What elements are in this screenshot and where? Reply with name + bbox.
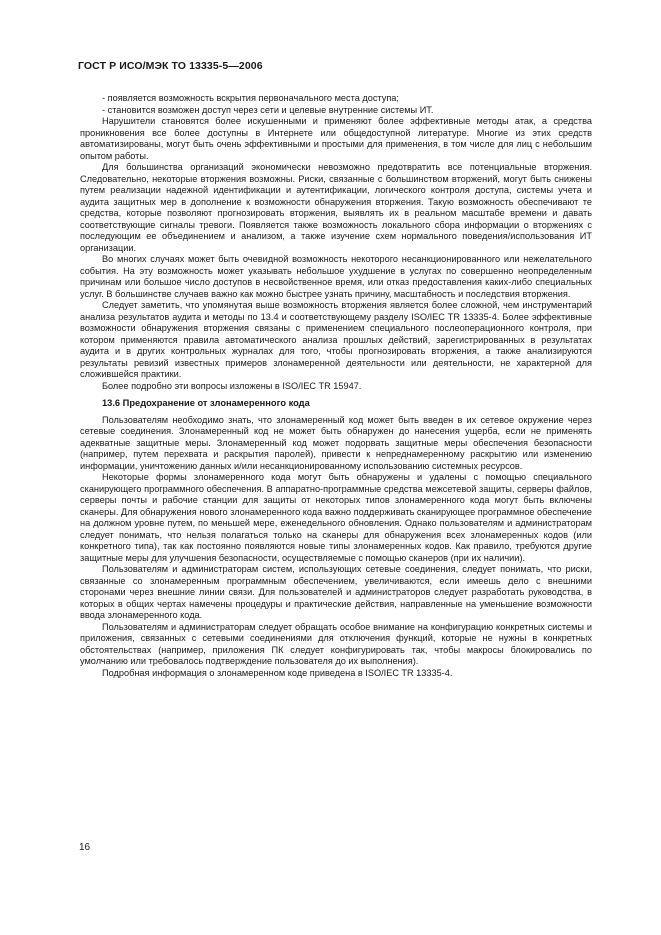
- paragraph: Более подробно эти вопросы изложены в ISO/IEC TR 15947.: [102, 380, 362, 391]
- paragraph: Нарушители становятся более искушенными и применяют более эффективные методы атак, а средства проникновения все более доступны в Интернете или общедоступной литературе. Многие из этих средств автоматизированы, могут быть очень эффективными и простыми для применения, в том числе для лиц с небольшим опытом работы.: [80, 116, 592, 161]
- page-number: 16: [79, 842, 91, 853]
- paragraph: Во многих случаях может быть очевидной возможность некоторого несанкционированного или нежелательного события. На эту возможность может указывать небольшое ухудшение в услугах по совершенно неопределенным причинам или большое число доступов в несвойственное время, или отказ предоставления каких-либо специальных услуг. В большинстве случаев важно как можно быстрее узнать причину, масштабность и последствия вторжения.: [80, 254, 592, 299]
- paragraph: Подробная информация о злонамеренном коде приведена в ISO/IEC TR 13335-4.: [102, 667, 453, 678]
- paragraph: Некоторые формы злонамеренного кода могут быть обнаружены и удалены с помощью специального сканирующего программного обеспечения. В аппаратно-программные средства межсетевой защиты, серверы файлов, серверы почты и рабочие станции для защиты от некоторых типов злонамеренного кода могут быть включены сканеры. Для обнаружения нового злонамеренного кода важно поддерживать сканирующее программное обеспечение на должном уровне путем, по меньшей мере, еженедельного обновления. Однако пользователям и администраторам следует понимать, что нельзя полагаться только на сканеры для обнаружения всех злонамеренных кодов (или конкретного типа), так как постоянно появляются новые типы злонамеренных кодов. Как правило, требуются другие защитные меры для улучшения безопасности, осуществляемые с помощью сканеров (при их наличии).: [80, 472, 592, 563]
- paragraph: Пользователям и администраторам следует обращать особое внимание на конфигурацию конкретных системы и приложения, связанных с сетевыми соединениями для отключения функций, которые не нужны в конкретных обстоятельствах (например, приложения ПК следует конфигурировать так, чтобы макросы блокировались по умолчанию или требовалось подтверждение пользователя до их выполнения).: [80, 621, 592, 666]
- paragraph: Для большинства организаций экономически невозможно предотвратить все потенциальные вторжения. Следовательно, некоторые вторжения возможны. Риски, связанные с большинством вторжений, могут быть снижены путем реализации надежной идентификации и аутентификации, логического контроля доступа, системы учета и аудита защитных мер в дополнение к возможности обнаружения вторжения. Такую возможность обеспечивают те средства, которые позволяют прогнозировать вторжения, выявлять их в реальном масштабе времени и давать соответствующие сигналы тревоги. Появляется также возможность локального сбора информации о вторжениях с последующим ее объединением и анализом, а также изучение схем нормального поведения/использования ИТ организации.: [80, 162, 592, 253]
- section-heading: 13.6 Предохранение от злонамеренного кода: [102, 398, 310, 408]
- paragraph: Пользователям необходимо знать, что злонамеренный код может быть введен в их сетевое окружение через сетевые соединения. Злонамеренный код не может быть обнаружен до нанесения ущерба, если не применять адекватные защитные меры. Злонамеренный код может подорвать защитные меры обеспечения безопасности (например, путем перехвата и раскрытия паролей), привести к непреднамеренному раскрытию или изменению информации, уничтожению данных и/или несанкционированному использованию системных ресурсов.: [80, 414, 592, 471]
- document-body: [80, 93, 592, 679]
- bullet-item: - появляется возможность вскрытия первоначального места доступа;: [102, 93, 399, 103]
- paragraph: Следует заметить, что упомянутая выше возможность вторжения является более сложной, чем инструментарий анализа результатов аудита и методы по 13.4 и соответствующему разделу ISO/IEC TR 13335-4. Более эффективные возможности обнаружения вторжения связаны с применением специального послеоперационного контроля, при котором применяются правила автоматического анализа прошлых действий, зарегистрированных в результатах аудита и в других контрольных журналах для того, чтобы прогнозировать вторжения, а также анализируются результаты ревизий известных примеров злонамеренной деятельности или деятельности, не характерной для сложившейся практики.: [80, 300, 592, 379]
- bullet-item: - становится возможен доступ через сети и целевые внутренние системы ИТ.: [102, 104, 434, 115]
- document-header: ГОСТ Р ИСО/МЭК ТО 13335-5—2006: [78, 60, 263, 72]
- paragraph: Пользователям и администраторам систем, использующих сетевые соединения, следует понимать, что риски, связанные со злонамеренным программным обеспечением, увеличиваются, если имеешь дело с внешними сторонами через внешние линии связи. Для пользователей и администраторов следует разработать руководства, в которых в общих чертах намечены процедуры и практические действия, направленные на уменьшение возможности ввода злонамеренного кода.: [80, 564, 592, 620]
